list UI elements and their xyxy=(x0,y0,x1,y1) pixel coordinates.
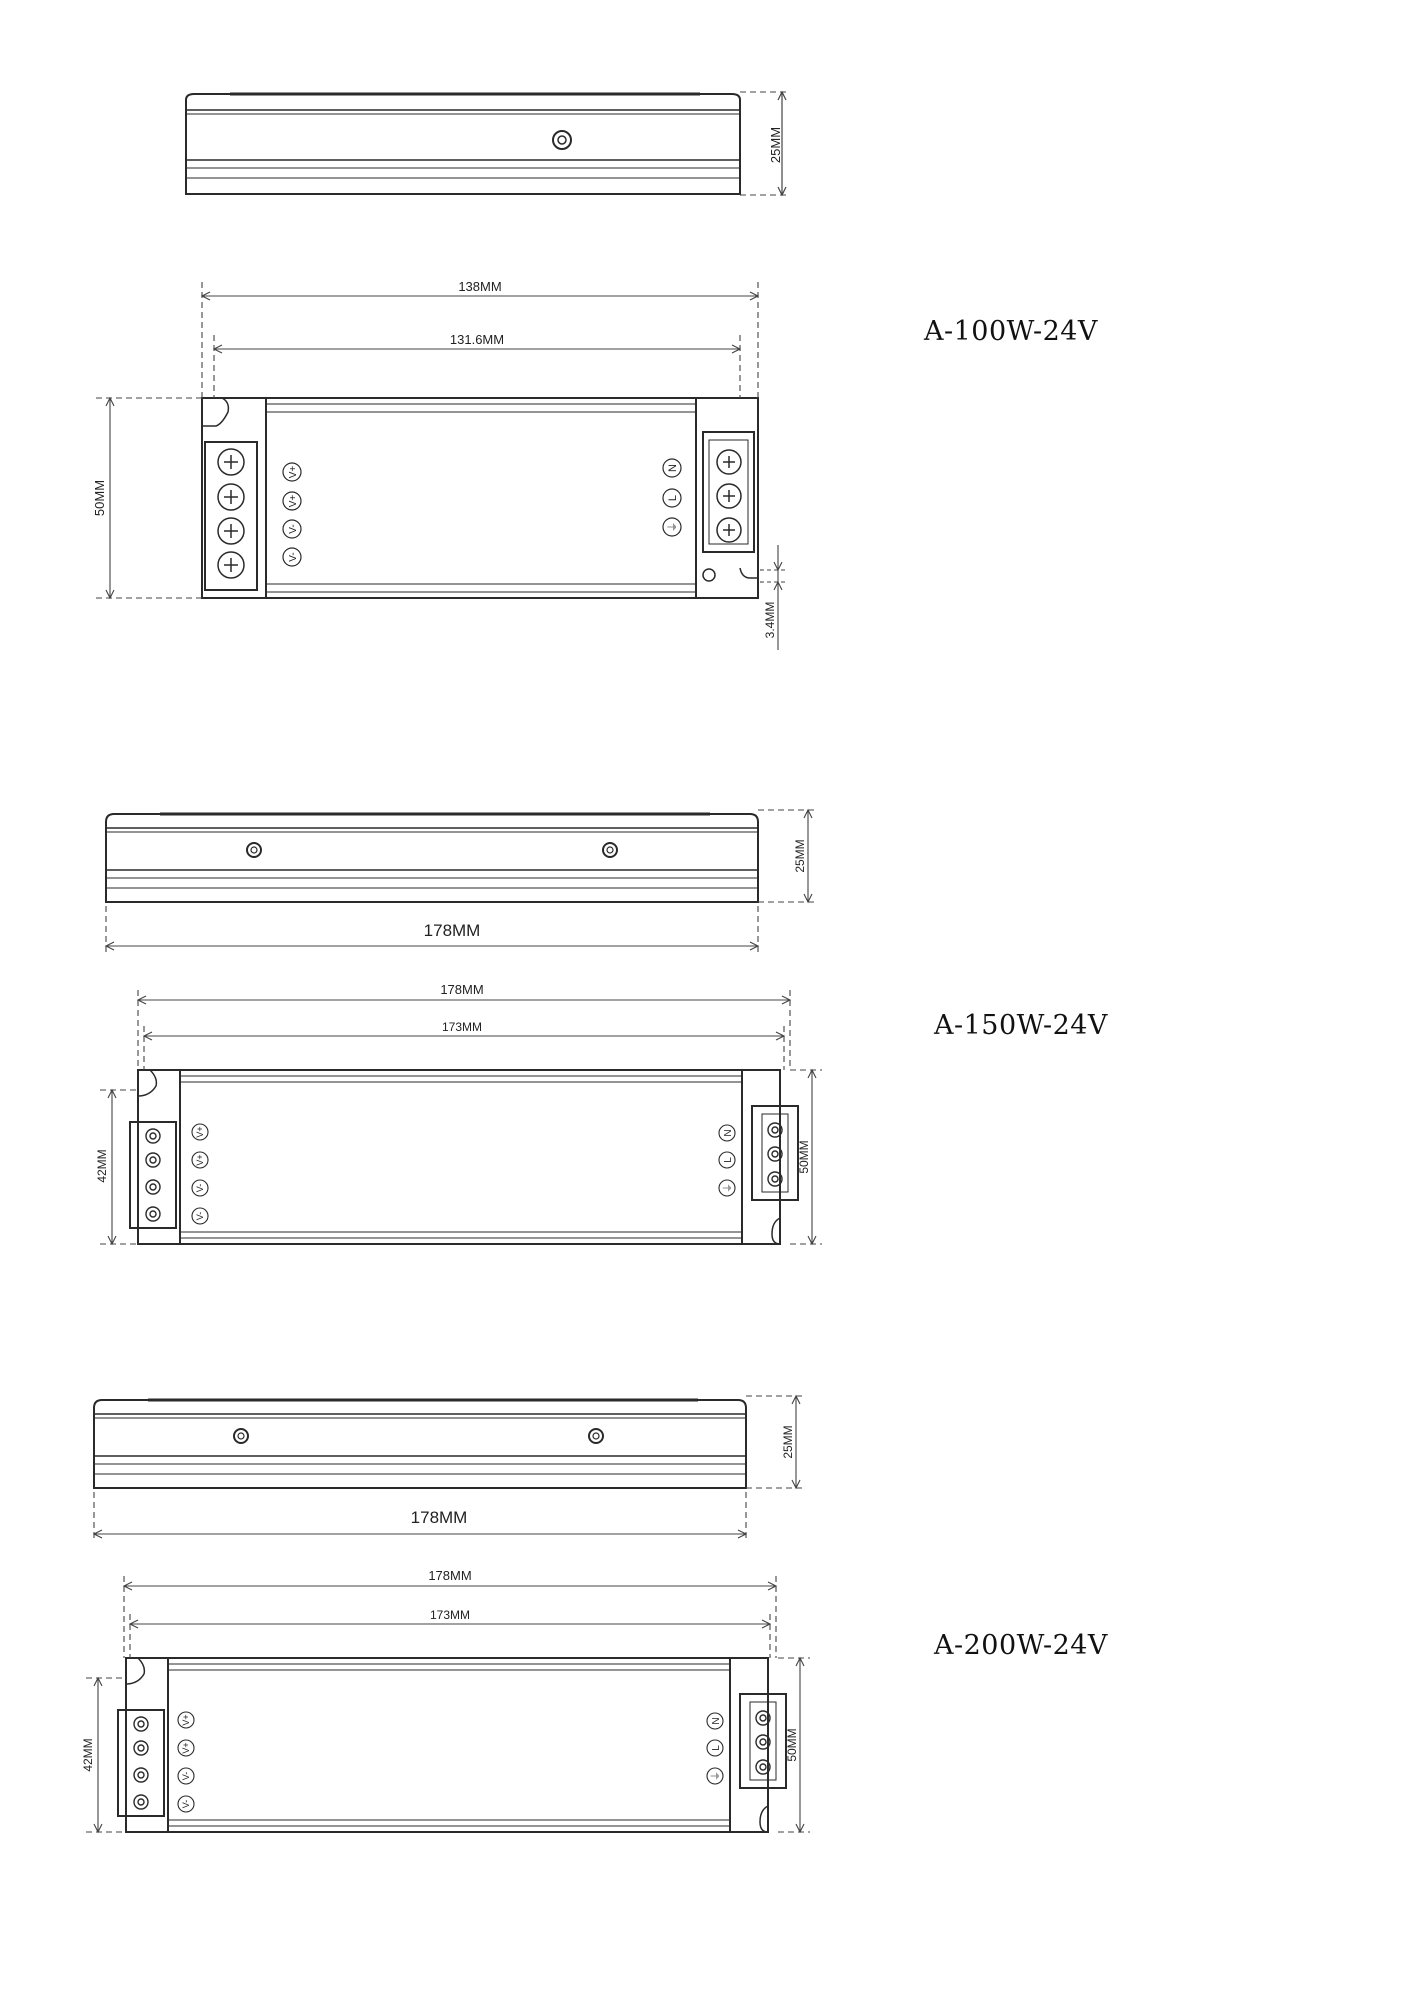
model-200w-top-inner-label: 173MM xyxy=(429,1608,471,1622)
model-100w-top-dimensions xyxy=(96,282,788,650)
model-200w-input-mark: N xyxy=(711,1717,722,1725)
model-150w-right-height-label: 50MM xyxy=(797,1140,811,1174)
model-150w-output-mark: V+ xyxy=(195,1126,205,1138)
model-100w-output-mark: V+ xyxy=(288,494,299,508)
model-200w-side-height-label: 25MM xyxy=(781,1425,795,1459)
model-200w-output-mark: V+ xyxy=(181,1742,191,1754)
model-100w-input-marks xyxy=(666,464,679,533)
model-100w-hole-label: 3.4MM xyxy=(763,601,777,639)
model-200w-input-mark: ⏚ xyxy=(711,1771,722,1781)
model-150w-top-width-label: 178MM xyxy=(440,982,484,997)
model-200w-output-mark: V- xyxy=(181,1771,191,1781)
model-100w-top-inner-label: 131.6MM xyxy=(449,332,505,347)
model-label-200w: A-200W-24V xyxy=(934,1630,1108,1661)
model-100w-input-mark: L xyxy=(667,494,679,502)
model-150w-left-height-label: 42MM xyxy=(95,1149,109,1183)
model-150w-top-inner-label: 173MM xyxy=(441,1020,483,1034)
model-150w-output-mark: V- xyxy=(195,1183,205,1193)
model-200w-top-view xyxy=(118,1658,786,1832)
model-200w-left-height-label: 42MM xyxy=(81,1738,95,1772)
model-100w-output-mark: V+ xyxy=(288,465,299,479)
model-200w-output-mark: V- xyxy=(181,1799,191,1809)
model-100w-top-width-label: 138MM xyxy=(458,279,502,294)
model-150w-input-mark: L xyxy=(723,1157,734,1163)
model-150w-side-view xyxy=(106,814,758,902)
model-label-100w: A-100W-24V xyxy=(924,316,1098,347)
model-150w-input-mark: N xyxy=(723,1129,734,1137)
model-150w-side-height-label: 25MM xyxy=(793,839,807,873)
model-200w-top-width-label: 178MM xyxy=(428,1568,472,1583)
model-100w-input-mark: N xyxy=(667,464,679,472)
model-150w-output-mark: V+ xyxy=(195,1154,205,1166)
model-100w-top-height-label: 50MM xyxy=(92,479,107,517)
model-200w-side-view xyxy=(94,1400,746,1488)
model-150w-output-mark: V- xyxy=(195,1211,205,1221)
model-200w-input-mark: L xyxy=(711,1745,722,1751)
model-100w-output-mark: V- xyxy=(288,524,299,534)
model-100w-output-marks xyxy=(288,466,299,562)
model-150w-top-view xyxy=(130,1070,798,1244)
model-150w-input-mark: ⏚ xyxy=(723,1183,734,1193)
model-100w-output-mark: V- xyxy=(288,552,299,562)
model-200w-output-mark: V+ xyxy=(181,1714,191,1726)
model-100w-side-view xyxy=(186,94,740,194)
model-100w-side-height-label: 25MM xyxy=(768,126,783,164)
model-label-150w: A-150W-24V xyxy=(934,1010,1108,1041)
model-200w-side-width-label: 178MM xyxy=(410,1508,468,1527)
model-200w-right-height-label: 50MM xyxy=(785,1728,799,1762)
model-100w-input-mark: ⏚ xyxy=(667,521,679,533)
model-150w-side-width-label: 178MM xyxy=(423,921,481,940)
